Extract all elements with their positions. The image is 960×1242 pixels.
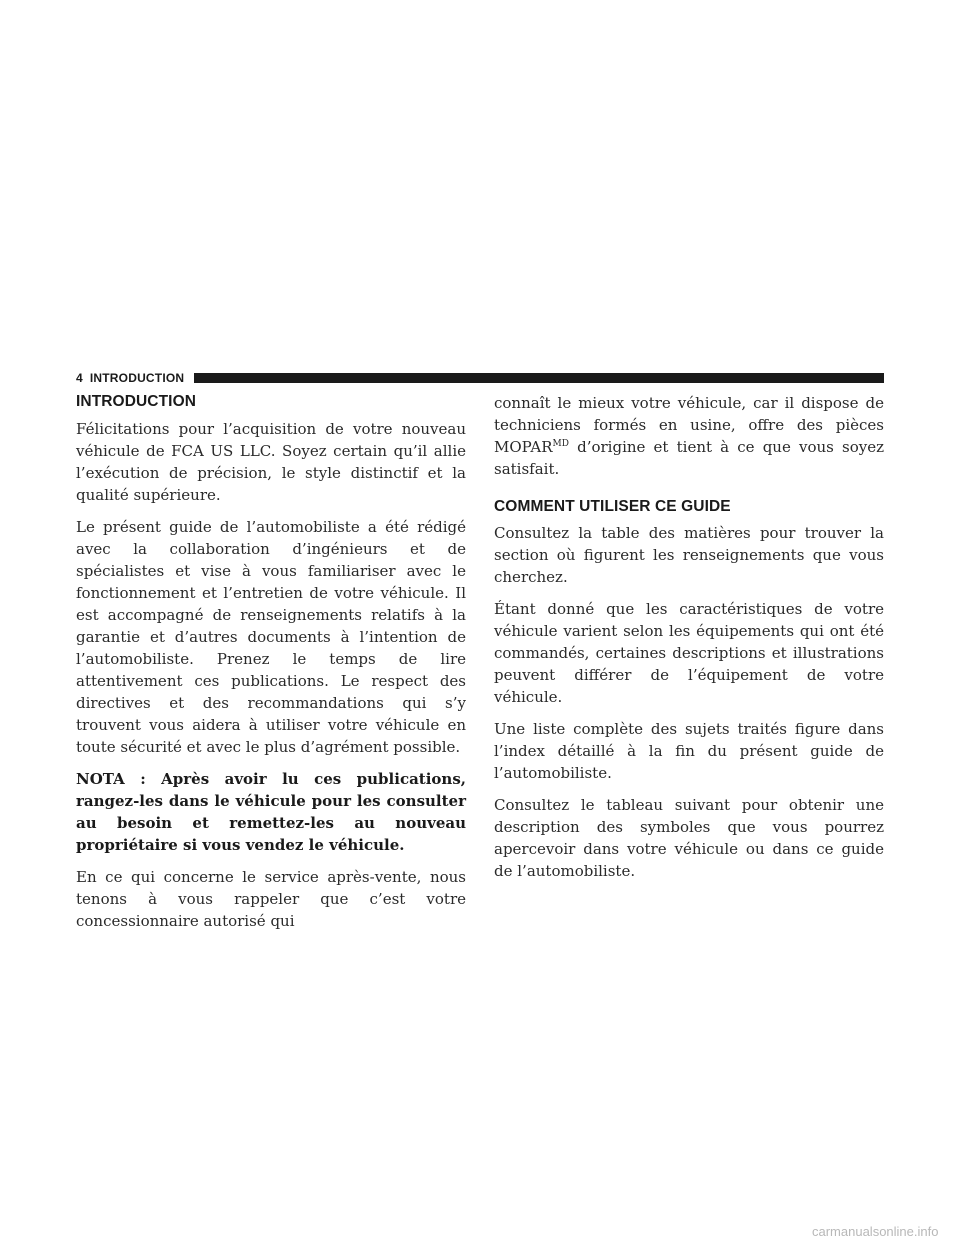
running-section-title: INTRODUCTION [89,371,185,385]
watermark-text: carmanualsonline.info [812,1224,939,1239]
paragraph-after-sales: En ce qui concerne le service après-vente, nous tenons à vous rappeler que c’est votre concessionnaire autorisé qui [76,868,466,930]
trademark-superscript: MD [552,439,569,449]
section-heading-introduction: INTRODUCTION [76,393,197,410]
left-column [76,392,466,942]
paragraph-congratulations: Félicitations pour l’acquisition de votre nouveau véhicule de FCA US LLC. Soyez certain qu’il allie l’exécution de précision, le style distinctif et la qualité supérieure. [76,420,466,504]
running-header [76,369,884,387]
page-number: 4 [76,371,83,385]
continuation-text-end: d’origine et tient à ce que vous soyez satisfait. [494,438,884,478]
note-paragraph: NOTA : Après avoir lu ces publications, rangez-les dans le véhicule pour les consulter au besoin et remettez-les au nouveau propriétaire si vous vendez le véhicule. [76,770,466,854]
paragraph-table-of-contents: Consultez la table des matières pour trouver la section où figurent les renseignements que vous cherchez. [494,524,884,586]
paragraph-continuation [494,392,884,480]
paragraph-guide-purpose: Le présent guide de l’automobiliste a été rédigé avec la collaboration d’ingénieurs et de spécialistes et vise à vous familiariser avec le fonctionnement et l’entretien de votre véhicule. Il est accompagné de renseignements relatifs à la garantie et d’autres documents à l’intention de l’automobiliste. Prenez le temps de lire attentivement ces publications. Le respect des directives et des recommandations qui s’y trouvent vous aidera à utiliser votre véhicule en toute sécurité et avec le plus d’agrément possible. [76,518,466,756]
right-column [494,392,884,892]
header-rule [194,373,884,383]
continuation-text: connaît le mieux votre véhicule, car il dispose de techniciens formés en usine, offre des pièces MOPAR [494,394,884,456]
section-heading-how-to-use: COMMENT UTILISER CE GUIDE [494,498,731,515]
paragraph-equipment-variations: Étant donné que les caractéristiques de votre véhicule varient selon les équipements qui ont été commandés, certaines descriptions et illustrations peuvent différer de l’équipement de votre véhicule. [494,600,884,706]
paragraph-index: Une liste complète des sujets traités figure dans l’index détaillé à la fin du présent guide de l’automobiliste. [494,720,884,782]
paragraph-symbols: Consultez le tableau suivant pour obtenir une description des symboles que vous pourrez apercevoir dans votre véhicule ou dans ce guide de l’automobiliste. [494,796,884,880]
